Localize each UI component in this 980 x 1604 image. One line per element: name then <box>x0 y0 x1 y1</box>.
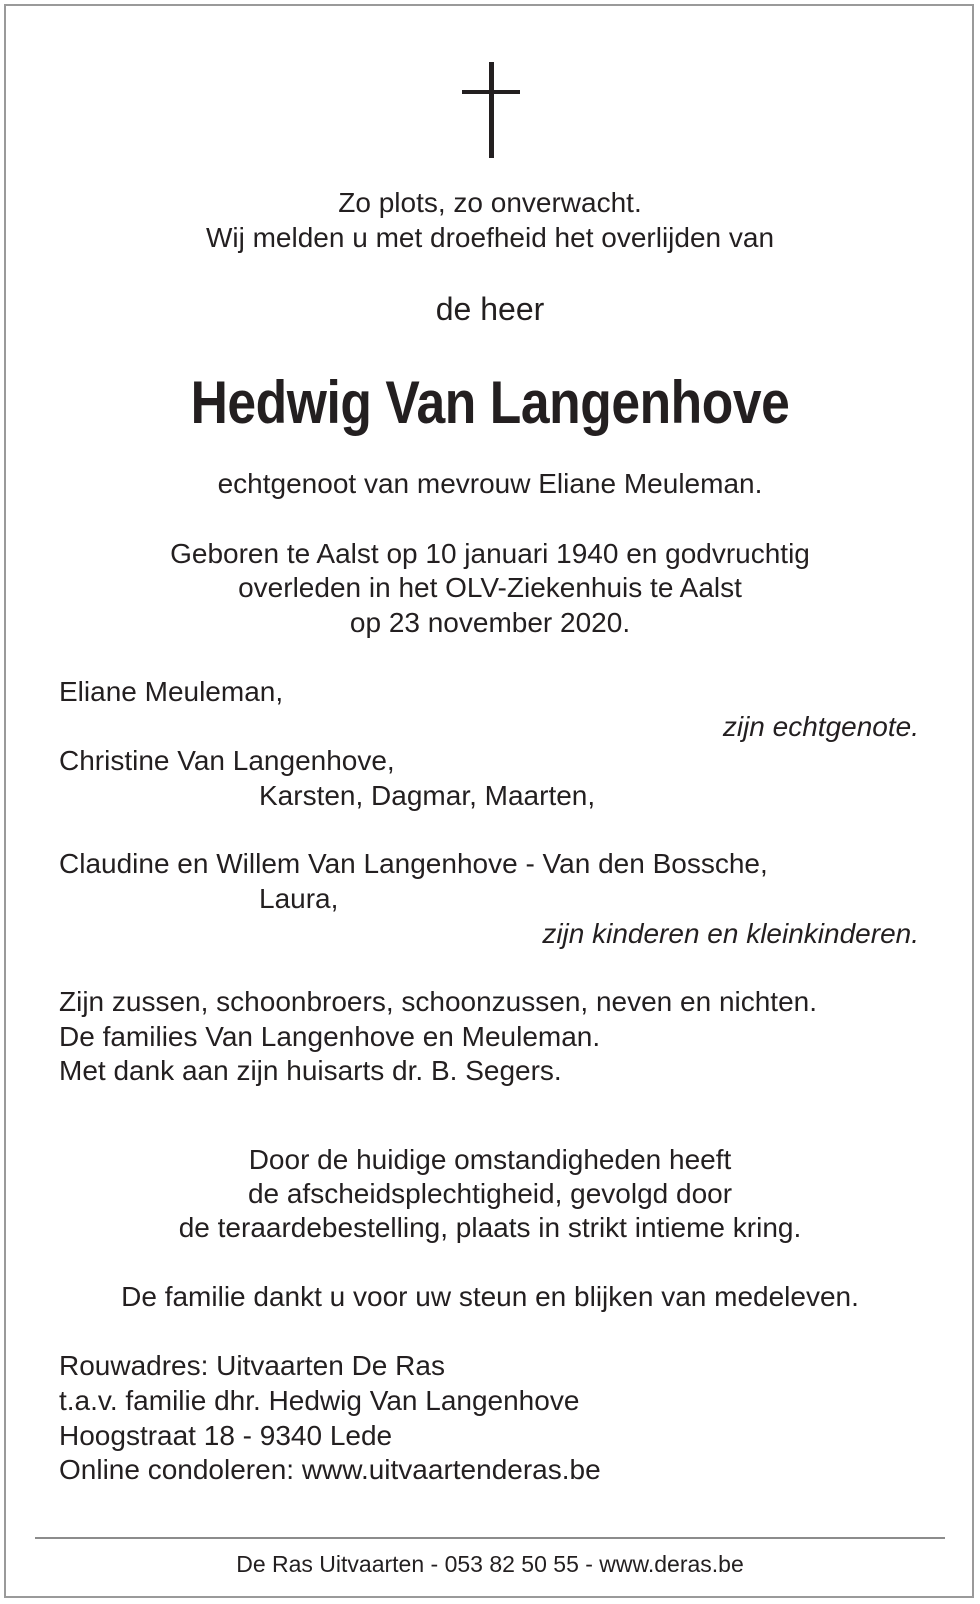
birth-death-line-1: Geboren te Aalst op 10 januari 1940 en godvruchtig <box>170 538 810 569</box>
intro-line-2: Wij melden u met droefheid het overlijden van <box>205 222 775 253</box>
ceremony-line-3: de teraardebestelling, plaats in strikt intieme kring. <box>178 1212 802 1243</box>
cross-icon <box>462 62 522 158</box>
family-child-1-grandchildren: Karsten, Dagmar, Maarten, <box>259 780 596 811</box>
ceremony-line-2: de afscheidsplechtigheid, gevolgd door <box>247 1178 733 1209</box>
address-line-1: Rouwadres: Uitvaarten De Ras <box>59 1350 445 1381</box>
birth-death-line-3: op 23 november 2020. <box>349 607 631 638</box>
footer-contact: De Ras Uitvaarten - 053 82 50 55 - www.deras.be <box>236 1551 744 1577</box>
extended-line-3: Met dank aan zijn huisarts dr. B. Segers. <box>59 1055 562 1086</box>
address-line-3: Hoogstraat 18 - 9340 Lede <box>59 1420 393 1451</box>
intro-line-1: Zo plots, zo onverwacht. <box>338 187 642 218</box>
address-line-4: Online condoleren: www.uitvaartenderas.be <box>59 1454 601 1485</box>
ceremony-line-1: Door de huidige omstandigheden heeft <box>248 1144 732 1175</box>
family-child-2-grandchildren: Laura, <box>259 883 339 914</box>
deceased-name: Hedwig Van Langenhove <box>190 369 790 436</box>
extended-line-2: De families Van Langenhove en Meuleman. <box>59 1021 601 1052</box>
family-children-role: zijn kinderen en kleinkinderen. <box>542 918 919 949</box>
birth-death-line-2: overleden in het OLV-Ziekenhuis te Aalst <box>238 572 742 603</box>
family-spouse-role: zijn echtgenote. <box>722 711 919 742</box>
footer-divider <box>35 1537 945 1539</box>
family-child-1: Christine Van Langenhove, <box>59 745 395 776</box>
family-spouse-name: Eliane Meuleman, <box>59 676 284 707</box>
spouse-line: echtgenoot van mevrouw Eliane Meuleman. <box>217 468 763 499</box>
address-line-2: t.a.v. familie dhr. Hedwig Van Langenhove <box>59 1385 580 1416</box>
family-child-2: Claudine en Willem Van Langenhove - Van den Bossche, <box>59 848 768 879</box>
extended-line-1: Zijn zussen, schoonbroers, schoonzussen, neven en nichten. <box>59 986 818 1017</box>
honorific: de heer <box>435 291 545 327</box>
thanks-line: De familie dankt u voor uw steun en blijken van medeleven. <box>121 1281 859 1312</box>
